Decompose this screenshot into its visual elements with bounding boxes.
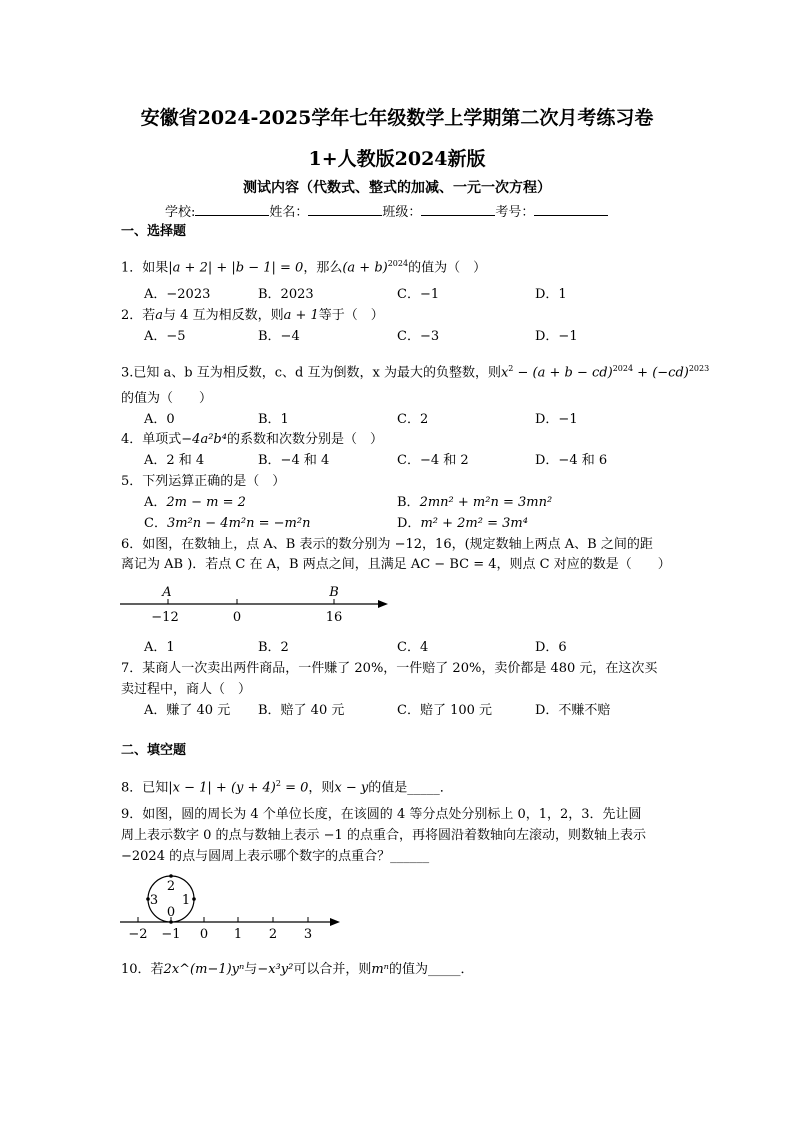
q2-option-d: D．−1 <box>535 329 578 344</box>
class-blank <box>421 203 495 216</box>
q1-option-b: B．2023 <box>258 287 314 302</box>
q9-tick-label: 2 <box>268 927 278 942</box>
q6-axis-arrow-icon <box>378 600 388 608</box>
q10-stem: 10．若2x^(m−1)yⁿ与−x³y²可以合并，则mⁿ的值为_____． <box>121 962 474 977</box>
q6-option-c: C．4 <box>397 640 429 655</box>
q8-stem: 8．已知$|x - 1| + (y + 4)^2 = 0$，则x − y的值是_____． <box>121 779 453 796</box>
q7-option-d: D．不赚不赔 <box>535 703 611 718</box>
section-choice: 一、选择题 <box>121 224 187 239</box>
q2-option-a: A．−5 <box>144 329 186 344</box>
info-line <box>165 203 608 221</box>
q5-stem: 5．下列运算正确的是（ ） <box>121 474 286 489</box>
q5-option-c: C．3m²n − 4m²n = −m²n <box>144 516 311 531</box>
q5-option-a: A．2m − m = 2 <box>144 495 246 510</box>
q6-stem-line1: 6．如图，在数轴上，点 A、B 表示的数分别为 −12，16，(规定数轴上两点 A、B 之间的距 <box>121 537 653 552</box>
exam-no-label: 考号： <box>495 205 535 220</box>
q1-option-d: D．1 <box>535 287 567 302</box>
name-blank <box>308 203 382 216</box>
q2-stem: 2．若a与 4 互为相反数，则a + 1等于（ ） <box>121 308 384 323</box>
q9-axis-arrow-icon <box>330 918 340 926</box>
q4-option-b: B．−4 和 4 <box>258 453 330 468</box>
q6-option-d: D．6 <box>535 640 567 655</box>
q3-option-a: A．0 <box>144 412 175 427</box>
q7-stem-line2: 卖过程中，商人（ ） <box>121 682 252 697</box>
q9-stem-line1: 9．如图，圆的周长为 4 个单位长度，在该圆的 4 等分点处分别标上 0，1，2，3．先让圆 <box>121 807 642 822</box>
q9-tick-label: −1 <box>161 927 181 942</box>
q6-tick-label-o: 0 <box>232 610 242 625</box>
q5-option-b: B．2mn² + m²n = 3mn² <box>397 495 553 510</box>
q4-stem: 4．单项式−4a²b⁴的系数和次数分别是（ ） <box>121 432 383 447</box>
q3-option-c: C．2 <box>397 412 429 427</box>
q9-circle-label-2: 2 <box>166 879 176 894</box>
exam-no-blank <box>534 203 608 216</box>
q7-option-a: A．赚了 40 元 <box>144 703 231 718</box>
q3-stem: 3.已知 a、b 互为相反数，c、d 互为倒数，x 为最大的负整数，则$x^2 - (a + b - cd)^{2024} + (-cd)^{2023}$ <box>121 364 710 381</box>
q9-stem-line3: −2024 的点与圆周上表示哪个数字的点重合？______ <box>121 849 430 864</box>
q6-label-a: A <box>162 585 172 600</box>
q7-stem-line1: 7．某商人一次卖出两件商品，一件赚了 20%，一件赔了 20%，卖价都是 480 元，在这次买 <box>121 661 658 676</box>
q2-option-b: B．−4 <box>258 329 300 344</box>
q9-circle-label-1: 1 <box>181 893 191 908</box>
q4-option-c: C．−4 和 2 <box>397 453 469 468</box>
q9-circle-label-0: 0 <box>166 905 176 920</box>
school-blank <box>195 203 269 216</box>
q1-stem: 1．如果|a + 2| + |b − 1| = 0，那么$(a + b)^{2024}$的值为（ ） <box>121 259 487 276</box>
q1-option-c: C．−1 <box>397 287 440 302</box>
school-label: 学校: <box>165 205 196 220</box>
q9-tick-label: 3 <box>303 927 313 942</box>
q3-option-d: D．−1 <box>535 412 578 427</box>
q6-tick-label-b: 16 <box>325 610 343 625</box>
q9-tick-label: −2 <box>128 927 148 942</box>
page-title-line1: 安徽省2024-2025学年七年级数学上学期第二次月考练习卷 <box>140 107 654 129</box>
section-fill: 二、填空题 <box>121 743 187 758</box>
q2-option-c: C．−3 <box>397 329 440 344</box>
q6-option-b: B．2 <box>258 640 289 655</box>
q6-tick-label-a: −12 <box>151 610 179 625</box>
q6-stem-line2: 离记为 AB )．若点 C 在 A，B 两点之间，且满足 AC − BC = 4，则点 C 对应的数是（ ） <box>121 557 671 572</box>
q5-option-d: D．m² + 2m² = 3m⁴ <box>397 516 528 531</box>
q9-tick-label: 0 <box>199 927 209 942</box>
name-label: 姓名： <box>269 205 309 220</box>
q9-dot-top <box>169 874 173 878</box>
q6-option-a: A．1 <box>144 640 175 655</box>
q4-option-d: D．−4 和 6 <box>535 453 608 468</box>
q9-circle-number-line-figure <box>118 872 348 942</box>
page-title-line2: 1+人教版2024新版 <box>308 148 486 170</box>
q9-circle-label-3: 3 <box>149 893 159 908</box>
q7-option-c: C．赔了 100 元 <box>397 703 493 718</box>
q9-dot-right <box>192 897 196 901</box>
q4-option-a: A．2 和 4 <box>144 453 205 468</box>
q6-number-line-figure <box>118 582 393 626</box>
q1-option-a: A．−2023 <box>144 287 211 302</box>
q3-stem-line2: 的值为（ ） <box>121 391 213 406</box>
q9-stem-line2: 周上表示数字 0 的点与数轴上表示 −1 的点重合，再将圆沿着数轴向左滚动，则数轴上表示 <box>121 828 646 843</box>
q6-label-b: B <box>329 585 339 600</box>
q7-option-b: B．赔了 40 元 <box>258 703 345 718</box>
page-subtitle: 测试内容（代数式、整式的加减、一元一次方程） <box>243 180 551 196</box>
class-label: 班级： <box>382 205 422 220</box>
q3-option-b: B．1 <box>258 412 289 427</box>
q9-tick-label: 1 <box>233 927 243 942</box>
